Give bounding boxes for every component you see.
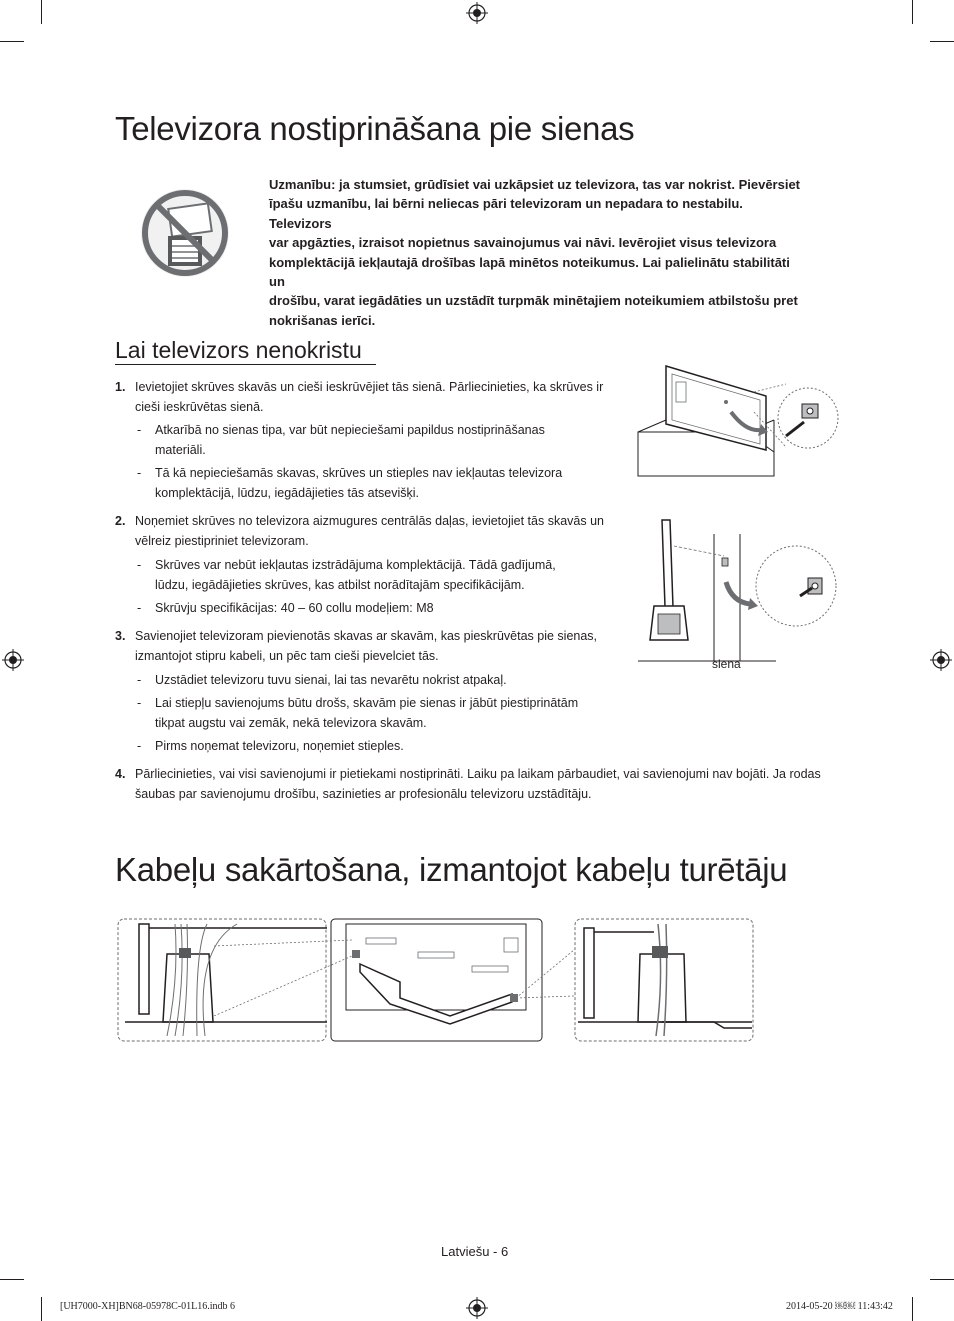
step-line: vēlreiz piestipriniet televizoram. [135, 533, 309, 548]
step-line: Noņemiet skrūves no televizora aizmugures centrālās daļas, ievietojiet tās skavās un [135, 514, 604, 528]
bullet-dash: - [137, 673, 142, 687]
note-line: tikpat augstu vai zemāk, nekā televizora skavām. [155, 715, 427, 730]
step-line: cieši ieskrūvētas sienā. [135, 399, 264, 414]
crop-mark [912, 0, 913, 24]
crop-mark [41, 1297, 42, 1321]
note-line: komplektācijā, lūdzu, iegādājieties tās atsevišķi. [155, 485, 420, 500]
bullet-dash: - [137, 466, 142, 480]
crop-mark [0, 41, 24, 42]
step-number: 1. [115, 380, 126, 394]
cable-holder-right-illustration [574, 918, 754, 1042]
step-number: 4. [115, 767, 126, 781]
tv-wall-side-illustration [636, 516, 842, 666]
bullet-dash: - [137, 423, 142, 437]
tv-back-bracket-illustration [636, 362, 842, 480]
registration-mark-icon [466, 2, 488, 24]
page-number: Latviešu - 6 [441, 1244, 509, 1259]
section-title-anti-tip: Lai televizors nenokristu [115, 337, 362, 363]
step-line: šaubas par savienojumu drošību, sazinieties ar profesionālu televizoru uzstādītāju. [135, 786, 592, 801]
no-climbing-warning-icon [138, 186, 232, 280]
crop-mark [912, 1297, 913, 1321]
caution-paragraph [269, 175, 809, 330]
note-line: Skrūves var nebūt iekļautas izstrādājuma komplektācijā. Tādā gadījumā, [155, 558, 556, 572]
caution-line: Uzmanību: ja stumsiet, grūdīsiet vai uzkāpsiet uz televizora, tas var nokrist. Pievērsiet [269, 177, 801, 192]
bullet-dash: - [137, 601, 142, 615]
registration-mark-icon [2, 649, 24, 671]
step-line: Ievietojiet skrūves skavās un cieši ieskrūvējiet tās sienā. Pārliecinieties, ka skrūves ir [135, 380, 604, 394]
section-title-underline [115, 364, 376, 365]
crop-mark [930, 1279, 954, 1280]
crop-mark [930, 41, 954, 42]
note-line: Uzstādiet televizoru tuvu sienai, lai tas nevarētu nokrist atpakaļ. [155, 673, 507, 687]
registration-mark-icon [930, 649, 952, 671]
callout-lines [214, 936, 574, 1016]
note-line: Tā kā nepieciešamās skavas, skrūves un stieples nav iekļautas televizora [155, 466, 563, 480]
note-line: Atkarībā no sienas tipa, var būt nepieciešami papildus nostiprināšanas [155, 423, 545, 437]
section-title-wall-mounting: Televizora nostiprināšana pie sienas [115, 110, 635, 147]
caution-line: nokrišanas ierīci. [269, 312, 376, 328]
caution-line: īpašu uzmanību, lai bērni neliecas pāri televizoram un nepadara to nestabilu. Televizors [269, 196, 743, 231]
file-slug: [UH7000-XH]BN68-05978C-01L16.indb 6 [60, 1301, 235, 1312]
step-line: Pārliecinieties, vai visi savienojumi ir pietiekami nostiprināti. Laiku pa laikam pārbaudiet, vai savienojumi nav bojāti. Ja rodas [135, 767, 821, 781]
date-slug: 2014-05-20 ￼￼ 11:43:42 [786, 1301, 893, 1312]
note-line: Skrūvju specifikācijas: 40 – 60 collu modeļiem: M8 [155, 601, 434, 615]
note-line: Pirms noņemat televizoru, noņemiet stieples. [155, 739, 404, 753]
caution-line: komplektācijā iekļautajā drošības lapā minētos noteikumus. Lai palielinātu stabilitāti un [269, 254, 790, 290]
bullet-dash: - [137, 558, 142, 572]
note-line: lūdzu, iegādājieties skrūves, kas atbilst norādītajām specifikācijām. [155, 577, 525, 592]
wall-label: siena [712, 657, 741, 671]
step-line: izmantojot stipru kabeli, un pēc tam cieši pievelciet tās. [135, 648, 439, 663]
caution-line: drošību, varat iegādāties un uzstādīt turpmāk minētajiem noteikumiem atbilstošu pret [269, 293, 798, 309]
crop-mark [0, 1279, 24, 1280]
crop-mark [41, 0, 42, 24]
step-number: 2. [115, 514, 126, 528]
bullet-dash: - [137, 696, 142, 710]
registration-mark-icon [466, 1297, 488, 1319]
step-line: Savienojiet televizoram pievienotās skavas ar skavām, kas pieskrūvētas pie sienas, [135, 629, 598, 643]
note-line: materiāli. [155, 442, 206, 457]
section-title-cable-holder: Kabeļu sakārtošana, izmantojot kabeļu turētāju [115, 851, 788, 888]
bullet-dash: - [137, 739, 142, 753]
caution-line: var apgāzties, izraisot nopietnus savainojumus vai nāvi. Ievērojiet visus televizora [269, 235, 777, 251]
note-line: Lai stiepļu savienojums būtu drošs, skavām pie sienas ir jābūt piestiprinātām [155, 696, 579, 710]
step-number: 3. [115, 629, 126, 643]
